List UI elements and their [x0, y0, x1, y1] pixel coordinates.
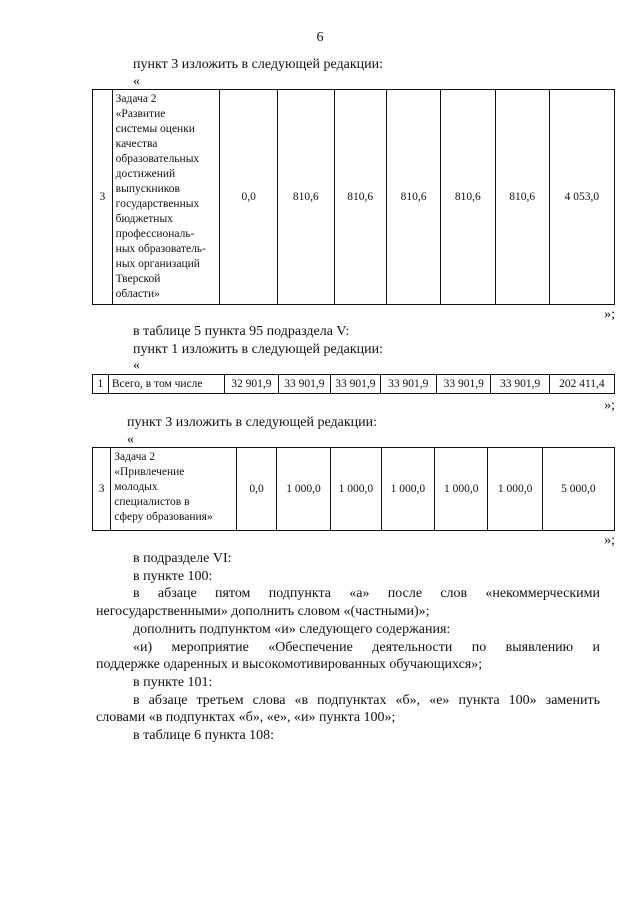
value-cell: 810,6: [334, 90, 386, 305]
value-cell: 33 901,9: [331, 375, 381, 394]
total-cell: 5 000,0: [542, 448, 614, 531]
value-cell: 32 901,9: [225, 375, 278, 394]
total-label-cell: Всего, в том числе: [108, 375, 224, 394]
quote-open-1: «: [133, 74, 140, 89]
value-cell: 810,6: [278, 90, 334, 305]
total-cell: 202 411,4: [549, 375, 614, 394]
table-2: [92, 374, 615, 394]
value-cell: 33 901,9: [278, 375, 330, 394]
table-1: [92, 89, 615, 305]
paragraph-table6: в таблице 6 пункта 108:: [133, 728, 275, 743]
table-row: [93, 375, 615, 394]
table-3: [92, 447, 615, 531]
task-description: Задача 2 «Привлечение молодых специалистов в сферу образования»: [114, 451, 213, 523]
value-cell: 33 901,9: [380, 375, 436, 394]
paragraph-amend-a-line1: в абзаце пятом подпункта «а» после слов «некоммерческими: [133, 586, 600, 601]
quote-open-3: «: [127, 432, 134, 447]
quote-close-3: »;: [604, 533, 615, 548]
paragraph-amend-a-line2: негосударственными» дополнить словом «(частными)»;: [96, 604, 430, 619]
paragraph-subsection-vi: в подразделе VI:: [133, 551, 232, 566]
intro-paragraph-2: пункт 1 изложить в следующей редакции:: [133, 342, 383, 357]
paragraph-add-i: дополнить подпунктом «и» следующего содержания:: [133, 622, 451, 637]
paragraph-point-101: в пункте 101:: [133, 675, 213, 690]
quote-close-1: »;: [604, 307, 615, 322]
paragraph-table5: в таблице 5 пункта 95 подраздела V:: [133, 324, 350, 339]
total-cell: 4 053,0: [549, 90, 614, 305]
row-number-cell: 1: [93, 375, 109, 394]
paragraph-i-line1: «и) мероприятие «Обеспечение деятельности по выявлению и: [133, 640, 600, 655]
table-row: [93, 448, 615, 531]
task-description-cell: [111, 448, 237, 531]
value-cell: 33 901,9: [436, 375, 490, 394]
value-cell: 1 000,0: [381, 448, 434, 531]
value-cell: 810,6: [441, 90, 495, 305]
value-cell: 810,6: [495, 90, 549, 305]
value-cell: 1 000,0: [331, 448, 382, 531]
row-number-cell: 3: [93, 90, 113, 305]
intro-paragraph-1: пункт 3 изложить в следующей редакции:: [133, 57, 383, 72]
paragraph-i-line2: поддержке одаренных и высокомотивированных обучающихся»;: [96, 657, 483, 672]
intro-paragraph-3: пункт 3 изложить в следующей редакции:: [127, 415, 377, 430]
value-cell: 0,0: [220, 90, 278, 305]
paragraph-point-100: в пункте 100:: [133, 569, 213, 584]
task-description-cell: [112, 90, 220, 305]
value-cell: 1 000,0: [435, 448, 488, 531]
quote-close-2: »;: [604, 398, 615, 413]
paragraph-amend-third-line1: в абзаце третьем слова «в подпунктах «б», «е» пункта 100» заменить: [133, 693, 600, 708]
value-cell: 810,6: [386, 90, 440, 305]
value-cell: 0,0: [237, 448, 277, 531]
quote-open-2: «: [133, 358, 140, 373]
task-description: Задача 2 «Развитие системы оценки качества образовательных достижений выпускников государственных бюджетных профессиональ- ных образователь- ных организаций Тверской области»: [115, 93, 206, 300]
table-row: [93, 90, 615, 305]
value-cell: 1 000,0: [276, 448, 330, 531]
page-number: 6: [316, 30, 324, 45]
paragraph-amend-third-line2: словами «в подпунктах «б», «е», «и» пункта 100»;: [96, 710, 396, 725]
row-number-cell: 3: [93, 448, 111, 531]
value-cell: 1 000,0: [488, 448, 542, 531]
value-cell: 33 901,9: [491, 375, 549, 394]
